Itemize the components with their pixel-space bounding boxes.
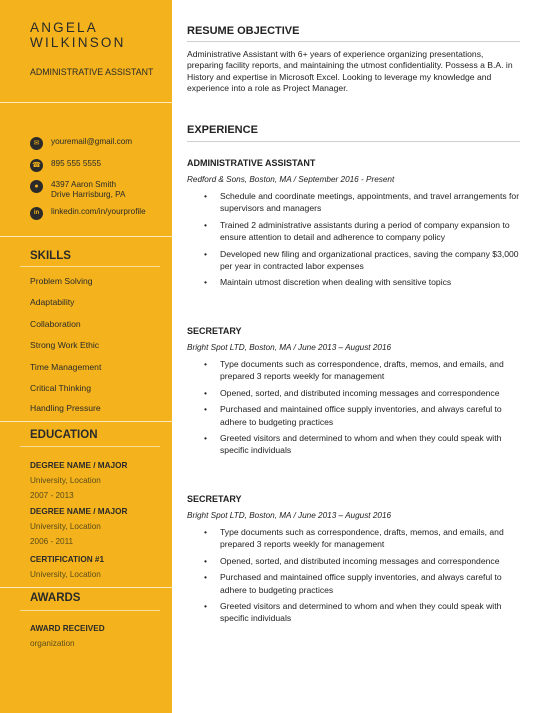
contact-email [30, 137, 132, 150]
phone-icon: ☎ [30, 159, 43, 172]
education-dates: 2006 - 2011 [30, 537, 74, 546]
email-text[interactable]: youremail@gmail.com [51, 137, 133, 146]
education-title: DEGREE NAME / MAJOR [30, 461, 128, 470]
certification-location: University, Location [30, 570, 101, 579]
main-content [172, 0, 535, 713]
candidate-title: ADMINISTRATIVE ASSISTANT [30, 67, 154, 77]
envelope-icon: ✉ [30, 137, 43, 150]
job-company: Redford & Sons, Boston, MA / September 2016 - Present [187, 175, 395, 184]
name-first: ANGELA [30, 20, 98, 35]
list-item: • Greeted visitors and determined to whom and when they could speak with specific individuals [187, 600, 523, 625]
education-dates: 2007 - 2013 [30, 491, 74, 500]
divider [20, 446, 160, 447]
objective-heading: RESUME OBJECTIVE [187, 25, 300, 37]
job-company: Bright Spot LTD, Boston, MA / June 2013 – August 2016 [187, 343, 392, 352]
skill-item: Adaptability [30, 297, 75, 307]
divider [20, 266, 160, 267]
skill-item: Handling Pressure [30, 403, 101, 413]
list-item: • Developed new filing and organizational practices, saving the company $3,000 per year in contracted labor expenses [187, 248, 523, 273]
job-title: SECRETARY [187, 326, 242, 336]
location-pin-icon: ● [30, 180, 43, 193]
candidate-name [30, 20, 170, 50]
awards-heading: AWARDS [30, 592, 81, 604]
contact-linkedin [30, 207, 146, 220]
sidebar [0, 0, 172, 713]
name-last: WILKINSON [30, 35, 126, 50]
award-organization: organization [30, 639, 75, 648]
list-item: • Schedule and coordinate meetings, appointments, and travel arrangements for supervisors and managers [187, 190, 523, 215]
address-line-1: 4397 Aaron Smith [51, 180, 117, 189]
divider [0, 102, 172, 103]
address-line-2: Drive Harrisburg, PA [51, 190, 126, 199]
list-item: • Purchased and maintained office supply inventories, and always careful to adhere to budgeting practices [187, 403, 523, 428]
job-bullets [187, 190, 523, 293]
list-item: • Opened, sorted, and distributed incoming messages and correspondence [187, 387, 523, 399]
skills-heading: SKILLS [30, 250, 71, 262]
divider [20, 610, 160, 611]
contact-address [30, 180, 125, 200]
education-location: University, Location [30, 522, 101, 531]
list-item: • Type documents such as correspondence, drafts, memos, and emails, and prepared 3 reports weekly for management [187, 358, 523, 383]
linkedin-text[interactable]: linkedin.com/in/yourprofile [51, 207, 146, 216]
skill-item: Strong Work Ethic [30, 340, 100, 350]
skill-item: Time Management [30, 362, 102, 372]
certification-title: CERTIFICATION #1 [30, 555, 104, 564]
list-item: • Maintain utmost discretion when dealing with sensitive topics [187, 276, 523, 288]
divider [0, 236, 172, 237]
list-item: • Purchased and maintained office supply inventories, and always careful to adhere to budgeting practices [187, 571, 523, 596]
list-item: • Trained 2 administrative assistants during a period of company expansion to ensure attention to detail and adherence to company policy [187, 219, 523, 244]
objective-text: Administrative Assistant with 6+ years of experience organizing presentations, preparing facility reports, and maintaining the utmost confidentiality. Possess a B.A. in History and expertise in Microsoft Excel. Looking to leverage my knowledge and experience into a role as Project Manager. [187, 49, 513, 93]
skill-item: Problem Solving [30, 276, 93, 286]
list-item: • Type documents such as correspondence, drafts, memos, and emails, and prepared 3 reports weekly for management [187, 526, 523, 551]
job-bullets [187, 526, 523, 629]
divider [187, 41, 520, 42]
divider [187, 141, 520, 142]
job-title: ADMINISTRATIVE ASSISTANT [187, 158, 316, 168]
divider [0, 587, 172, 588]
job-bullets [187, 358, 523, 461]
education-title: DEGREE NAME / MAJOR [30, 507, 128, 516]
list-item: • Greeted visitors and determined to whom and when they could speak with specific individuals [187, 432, 523, 457]
divider [0, 421, 172, 422]
skill-item: Critical Thinking [30, 383, 91, 393]
education-heading: EDUCATION [30, 429, 98, 441]
education-location: University, Location [30, 476, 101, 485]
award-title: AWARD RECEIVED [30, 624, 105, 633]
contact-phone [30, 159, 101, 172]
linkedin-icon: in [30, 207, 43, 220]
job-title: SECRETARY [187, 494, 242, 504]
phone-text: 895 555 5555 [51, 159, 102, 168]
skill-item: Collaboration [30, 319, 81, 329]
job-company: Bright Spot LTD, Boston, MA / June 2013 – August 2016 [187, 511, 392, 520]
experience-heading: EXPERIENCE [187, 124, 258, 136]
list-item: • Opened, sorted, and distributed incoming messages and correspondence [187, 555, 523, 567]
